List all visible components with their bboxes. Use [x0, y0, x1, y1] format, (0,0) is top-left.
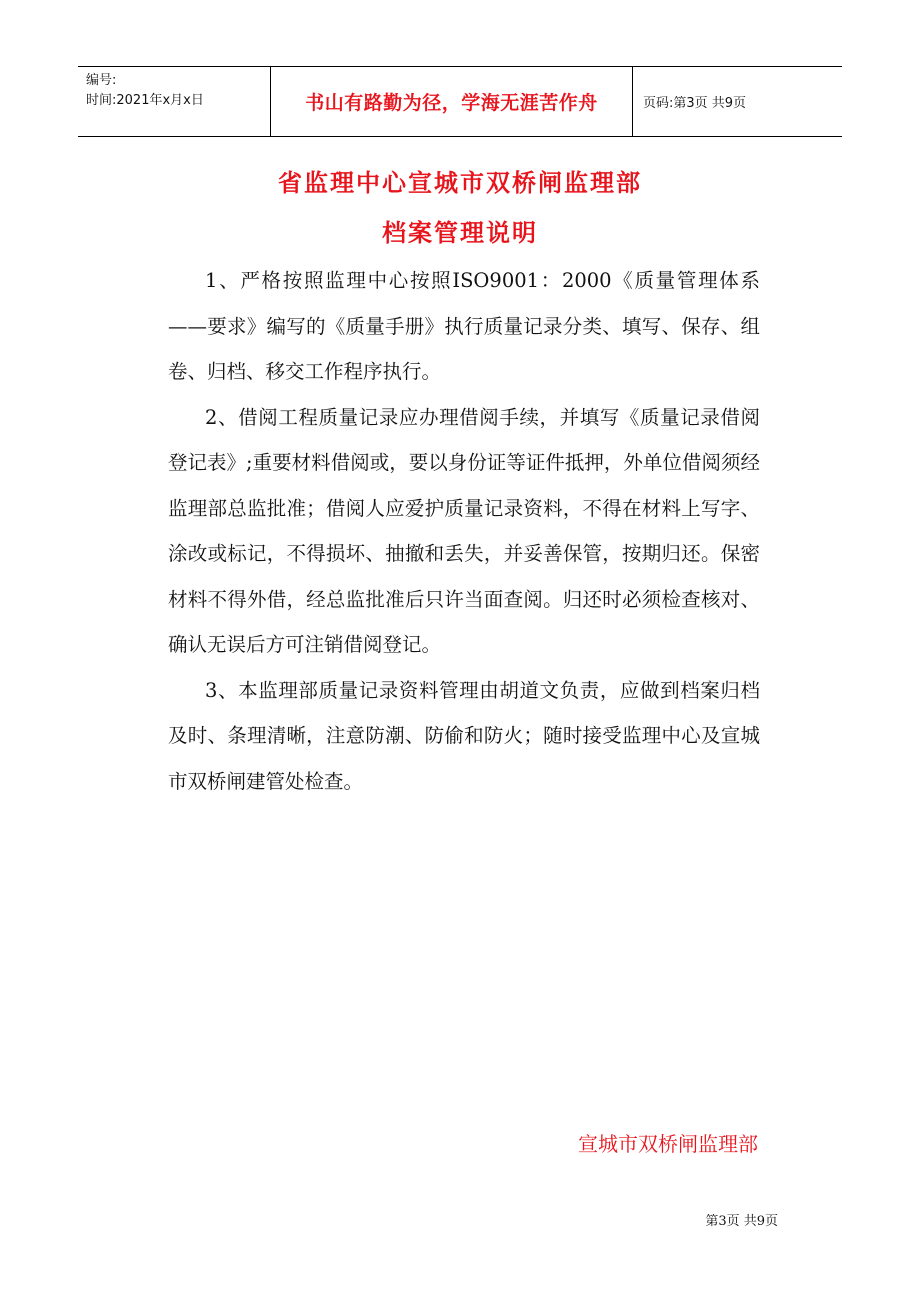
document-body	[168, 258, 760, 804]
footer-page-number: 第3页 共9页	[705, 1214, 778, 1229]
page-header	[78, 66, 842, 137]
paragraph-3: 3、本监理部质量记录资料管理由胡道文负责，应做到档案归档及时、条理清晰，注意防潮、防偷和防火；随时接受监理中心及宣城市双桥闸建管处检查。	[168, 678, 760, 793]
paragraph-2: 2、借阅工程质量记录应办理借阅手续，并填写《质量记录借阅登记表》;重要材料借阅或，要以身份证等证件抵押，外单位借阅须经监理部总监批准；借阅人应爱护质量记录资料，不得在材料上写字、涂改或标记，不得损坏、抽撤和丢失，并妥善保管，按期归还。保密材料不得外借，经总监批准后只许当面查阅。归还时必须检查核对、确认无误后方可注销借阅登记。	[168, 405, 760, 656]
document-subtitle: 档案管理说明	[382, 218, 538, 247]
document-title: 省监理中心宣城市双桥闸监理部	[278, 168, 642, 197]
document-time-label: 时间:2021年x月x日	[86, 93, 204, 108]
header-meta-cell	[78, 67, 271, 136]
document-number-label: 编号:	[86, 73, 117, 88]
header-page-info: 页码:第3页 共9页	[643, 96, 747, 111]
paragraph-1: 1、严格按照监理中心按照ISO9001：2000《质量管理体系——要求》编写的《质量手册》执行质量记录分类、填写、保存、组卷、归档、移交工作程序执行。	[168, 269, 760, 383]
signature: 宣城市双桥闸监理部	[578, 1132, 758, 1156]
header-motto: 书山有路勤为径，学海无涯苦作舟	[271, 67, 633, 136]
